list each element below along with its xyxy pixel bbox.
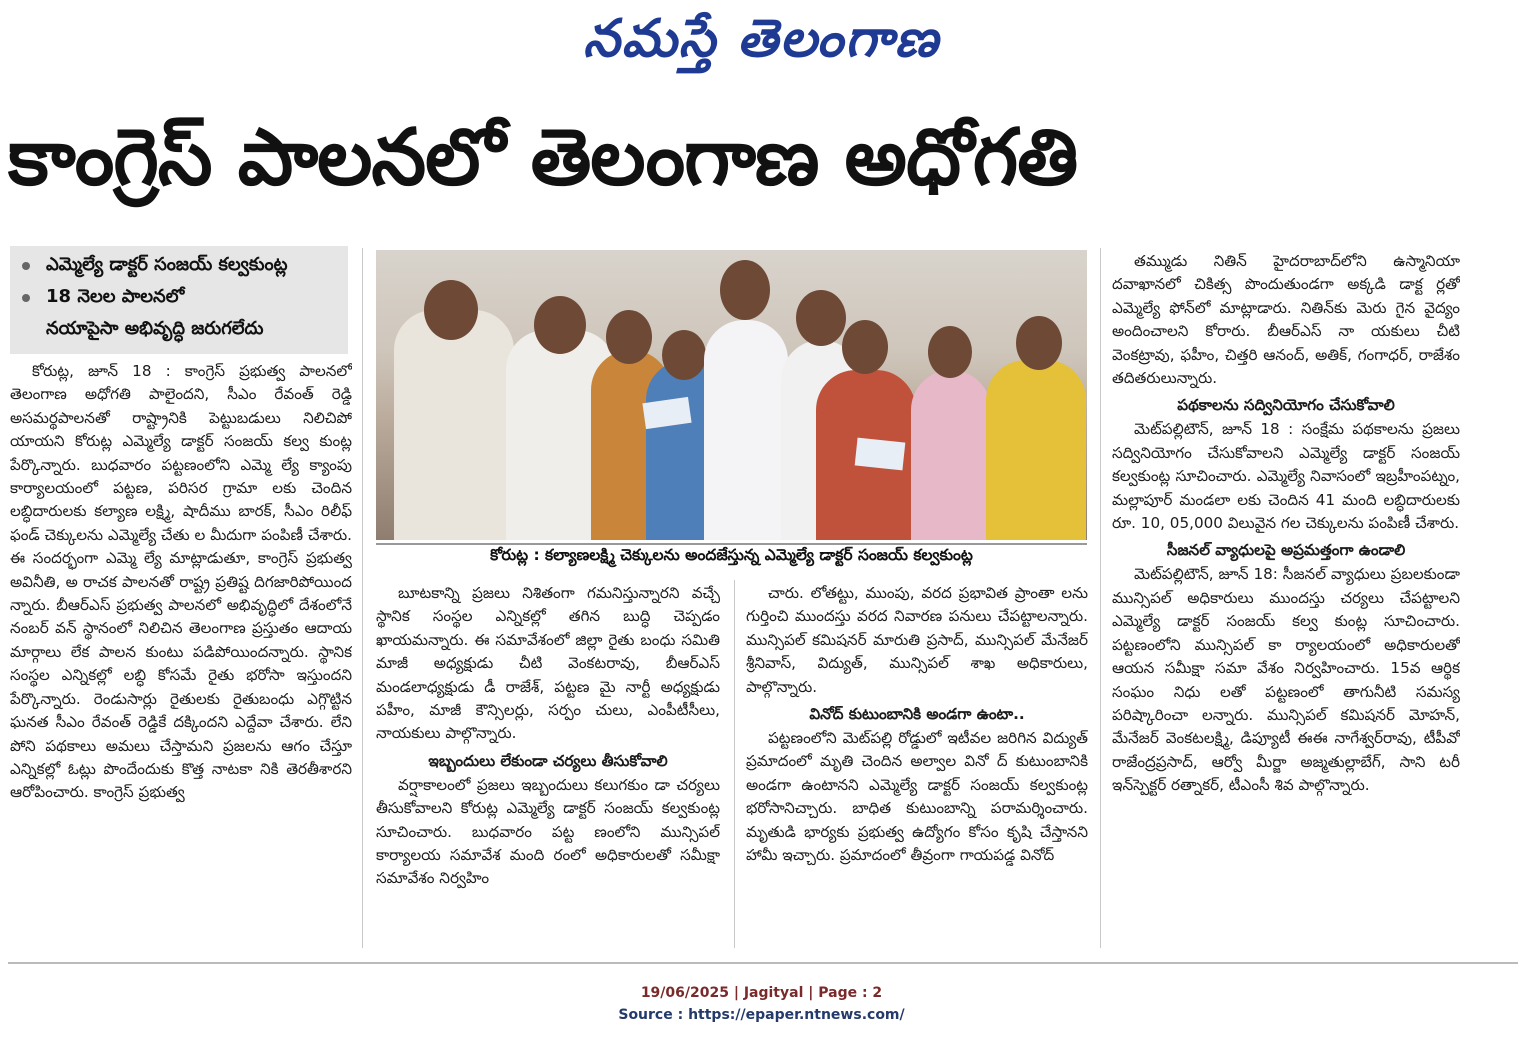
article-paragraph: బూటకాన్ని ప్రజలు నిశితంగా గమనిస్తున్నారని వచ్చే స్థానిక సంస్థల ఎన్నికల్లో తగిన బుద్ధి చెప్పడం ఖాయమన్నారు. ఈ సమావేశంలో జిల్లా రైతు బంధు సమితి మాజీ అధ్యక్షుడు చీటి వెంకటరావు, బీఆర్ఎస్ మండలాధ్యక్షుడు డీ రాజేశ్, పట్టణ మై నార్టీ అధ్యక్షుడు పహీం, మాజీ కౌన్సిలర్లు, సర్పం చులు, ఎంపీటీసీలు, నాయకులు పాల్గొన్నారు. — [376, 584, 720, 743]
photo-figure — [928, 326, 972, 378]
article-paragraph: మెట్‌పల్లిటౌన్, జూన్ 18: సీజనల్ వ్యాధులు ప్రబలకుండా మున్సిపల్ అధికారులు ముందస్తు చర్యలు చేపట్టాలని ఎమ్మెల్యే డాక్టర్ సంజయ్ కల్వ కుంట్ల సూచించారు. పట్టణంలోని మున్సిపల్ కా ర్యాలయంలో అధికారులతో ఆయన సమీక్షా సమా వేశం నిర్వహించారు. 15వ ఆర్థిక సంఘం నిధు లతో పట్టణంలో తాగునీటి సమస్య పరిష్కారించా లన్నారు. మున్సిపల్ కమిషనర్ మోహన్, మేనేజర్ వెంకటలక్ష్మి, డిప్యూటీ ఈఈ నాగేశ్వర్‌రావు, టీపీవో రాజేంద్రప్రసాద్, ఆర్వో మీర్జా అజ్మతుల్లాబేగ్, సాని టరీ ఇన్‌స్పెక్టర్ రత్నాకర్, టీఎంసీ శివ పాల్గొన్నారు. — [1112, 565, 1460, 795]
photo-figure — [720, 260, 770, 320]
photo-figure — [394, 310, 514, 540]
bullet-icon — [22, 262, 30, 270]
section-subheading: సీజనల్ వ్యాధులపై అప్రమత్తంగా ఉండాలి — [1166, 541, 1406, 560]
article-column-1 — [10, 360, 352, 950]
section-subheading: వినోద్ కుటుంబానికి అండగా ఉంటా.. — [809, 705, 1025, 724]
photo-figure — [796, 290, 846, 346]
photo-figure — [704, 320, 788, 540]
highlight-item — [24, 318, 263, 343]
column-divider — [362, 248, 363, 948]
section-subheading: ఇబ్బందులు లేకుండా చర్యలు తీసుకోవాలి — [428, 751, 668, 770]
column-divider — [734, 580, 735, 948]
article-paragraph: కోరుట్ల, జూన్ 18 : కాంగ్రెస్ ప్రభుత్వ పాలనలో తెలంగాణ అధోగతి పాలైందని, సీఎం రేవంత్ రెడ్డి అసమర్థపాలనతో రాష్ట్రానికి పెట్టుబడులు నిలిచిపో యాయని కోరుట్ల ఎమ్మెల్యే డాక్టర్ సంజయ్ కల్వ కుంట్ల పేర్కొన్నారు. బుధవారం పట్టణంలోని ఎమ్మె ల్యే క్యాంపు కార్యాలయంలో పట్టణ, పరిసర గ్రామా లకు చెందిన లబ్ధిదారులకు కల్యాణ లక్ష్మి, షాదీము బారక్, సీఎం రిలీఫ్ ఫండ్ చెక్కులను ఎమ్మెల్యే చేతు ల మీదుగా పంపిణీ చేశారు. ఈ సందర్భంగా ఎమ్మె ల్యే మాట్లాడుతూ, కాంగ్రెస్ ప్రభుత్వ అవినీతి, అ రాచక పాలనతో రాష్ట్ర ప్రతిష్ట దిగజారిపోయింద న్నారు. బీఆర్ఎస్ ప్రభుత్వ పాలనలో అభివృద్ధిలో దేశంలోనే నంబర్ వన్ స్థానంలో నిలిచిన తెలంగాణ ప్రస్తుతం ఆదాయ మార్గాలు లేక పాలన కుంటు పడిపోయిందన్నారు. స్థానిక సంస్థల ఎన్నికల్లో లబ్ధి కోసమే రైతు భరోసా ఇస్తుందని పేర్కొన్నారు. రెండుసార్లు రైతులకు రైతుబంధు ఎగ్గొట్టిన ఘనత సీఎం రేవంత్ రెడ్డికే దక్కిందని ఎద్దేవా చేశారు. లేని పోని పథకాలు అమలు చేస్తామని ప్రజలను ఆగం చేస్తూ ఎన్నికల్లో ఓట్లు పొందేందుకు కొత్త నాటకా నికి తెరతీశారని ఆరోపించారు. కాంగ్రెస్ ప్రభుత్వ — [10, 362, 352, 802]
photo-figure — [534, 296, 586, 354]
article-column-3 — [746, 582, 1088, 950]
article-column-2 — [376, 582, 720, 950]
caption-divider — [376, 543, 1087, 545]
masthead-logo: నమస్తే తెలంగాణ — [583, 8, 940, 69]
highlight-item — [24, 254, 288, 279]
bullet-icon — [22, 294, 30, 302]
article-paragraph: తమ్ముడు నితిన్ హైదరాబాద్‌లోని ఉస్మానియా దవాఖానలో చికిత్స పొందుతుండగా అక్కడి డాక్ట ర్లతో ఎమ్మెల్యే ఫోన్‌లో మాట్లాడారు. నితిన్‌కు మెరు గైన వైద్యం అందించాలని కోరారు. బీఆర్ఎస్ నా యకులు చీటి వెంకట్రావు, ఫహీం, చిత్తరి ఆనంద్, అతిక్, గంగాధర్, రాజేశం తదితరులున్నారు. — [1112, 252, 1460, 388]
highlight-text: ఎమ్మెల్యే డాక్టర్ సంజయ్ కల్వకుంట్ల — [46, 254, 288, 275]
article-paragraph: వర్షాకాలంలో ప్రజలు ఇబ్బందులు కలుగకుం డా చర్యలు తీసుకోవాలని కోరుట్ల ఎమ్మెల్యే డాక్టర్ సంజయ్ కల్వకుంట్ల సూచించారు. బుధవారం పట్ట ణంలోని మున్సిపల్ కార్యాలయ సమావేశ మంది రంలో అధికారులతో సమీక్షా సమావేశం నిర్వహిం — [376, 775, 720, 888]
edition-info: 19/06/2025 | Jagityal | Page : 2 — [640, 985, 883, 1001]
photo-figure — [842, 320, 888, 374]
highlight-text: 18 నెలల పాలనలో — [46, 286, 185, 307]
highlight-item — [24, 286, 184, 311]
highlights-box — [10, 246, 348, 354]
photo-figure — [424, 280, 478, 340]
page-bottom-divider — [8, 962, 1518, 964]
page-headline: కాంగ్రెస్ పాలనలో తెలంగాణ అధోగతి — [8, 113, 1078, 203]
photo-figure — [606, 310, 652, 364]
article-paragraph: మెట్‌పల్లిటౌన్, జూన్ 18 : సంక్షేమ పథకాలను ప్రజలు సద్వినియోగం చేసుకోవాలని ఎమ్మెల్యే డాక్టర్ సంజయ్ కల్వకుంట్ల సూచించారు. ఎమ్మెల్యే నివాసంలో ఇబ్రహీంపట్నం, మల్లాపూర్ మండలా లకు చెందిన 41 మంది లబ్ధిదారులకు రూ. 10, 05,000 విలువైన గల చెక్కులను పంపిణీ చేశారు. — [1112, 420, 1460, 533]
highlight-text: నయాపైసా అభివృద్ధి జరుగలేదు — [46, 318, 264, 339]
cheque-icon — [855, 438, 906, 471]
article-paragraph: చారు. లోతట్టు, ముంపు, వరద ప్రభావిత ప్రాంతా లను గుర్తించి ముందస్తు వరద నివారణ పనులు చేపట్టాలన్నారు. మున్సిపల్ కమిషనర్ మారుతి ప్రసాద్, మున్సిపల్ మేనేజర్ శ్రీనివాస్, విద్యుత్, మున్సిపల్ శాఖ అధికారులు, పాల్గొన్నారు. — [746, 584, 1088, 696]
news-photo — [376, 250, 1087, 540]
photo-figure — [662, 330, 706, 380]
photo-figure — [911, 370, 991, 540]
photo-figure — [1016, 316, 1062, 370]
article-paragraph: పట్టణంలోని మెట్‌పల్లి రోడ్డులో ఇటీవల జరిగిన విద్యుత్ ప్రమాదంలో మృతి చెందిన అల్వాల వినో ద్ కుటుంబానికి అండగా ఉంటానని ఎమ్మెల్యే డాక్టర్ సంజయ్ కల్వకుంట్ల భరోసానిచ్చారు. బాధిత కుటుంబాన్ని పరామర్శించారు. మృతుడి భార్యకు ప్రభుత్వ ఉద్యోగం కోసం కృషి చేస్తానని హామీ ఇచ్చారు. ప్రమాదంలో తీవ్రంగా గాయపడ్డ వినోద్ — [746, 729, 1088, 865]
source-link[interactable]: Source : https://epaper.ntnews.com/ — [618, 1007, 905, 1023]
section-subheading: పథకాలను సద్వినియోగం చేసుకోవాలి — [1177, 396, 1395, 415]
column-divider — [1100, 248, 1101, 948]
photo-caption: కోరుట్ల : కల్యాణలక్ష్మి చెక్కులను అందజేస్తున్న ఎమ్మెల్యే డాక్టర్ సంజయ్ కల్వకుంట్ల — [490, 546, 973, 564]
photo-figure — [986, 360, 1086, 540]
article-column-4 — [1112, 250, 1460, 950]
